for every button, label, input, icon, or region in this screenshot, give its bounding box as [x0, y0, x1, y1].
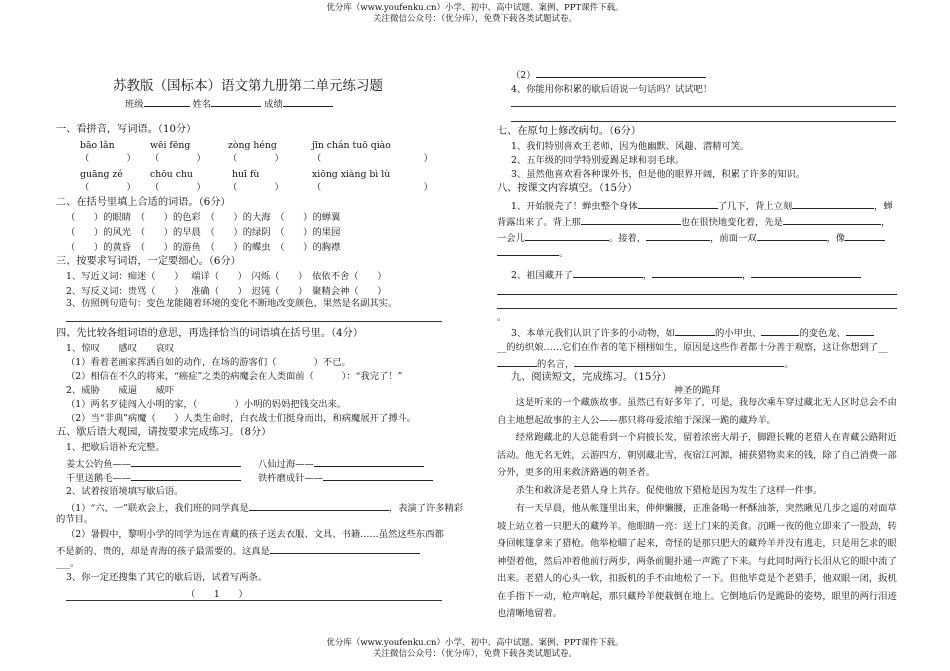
xiehouyu-answer-line[interactable]: [66, 600, 442, 601]
q4-answer-line-2[interactable]: [511, 121, 896, 122]
answer-row-2b[interactable]: （ ）: [150, 182, 206, 193]
class-blank[interactable]: [144, 97, 190, 107]
xiehouyu-q2: （2）暑假中，黎明小学的同学为远在青藏的孩子送去衣服、文具、书籍……虽然这些东西都: [66, 529, 444, 540]
fill-q3-line1[interactable]: 3、本单元我们认识了许多的小动物，如 的小甲虫、 的变色龙、: [511, 326, 874, 340]
section-8-heading: 八、按课文内容填空。（15分）: [497, 183, 638, 194]
word-group-2: 2、威胁 威逼 威吓: [66, 385, 175, 396]
xiehouyu-q1-tail: 的节目。: [56, 514, 94, 525]
answer-row-1b[interactable]: （ ）: [150, 153, 206, 164]
section-5-heading: 五、歇后语大观园，请按要求完成练习。（8分）: [56, 427, 272, 438]
q4-2-2[interactable]: （2）当“非典”病魔（ ）人类生命时，白衣战士们挺身而出，和病魔展开了搏斗。: [66, 413, 417, 424]
sick-sentence-1[interactable]: 1、我们特别喜欢王老师，因为他幽默、风趣、潜精可笑。: [511, 141, 750, 152]
story-title: 神圣的跪拜: [673, 385, 721, 396]
story-para-1: 这是听来的一个藏族故事。虽然已有好多年了，可是，我每次乘车穿过藏北无人区时总会不由自主地想起故事的主人公——那只将母爱浓缩于深深一跪的藏羚羊。: [497, 397, 897, 426]
xiehouyu-answer-1[interactable]: （ 1 ）: [186, 589, 248, 600]
xiehouyu-item-3[interactable]: 千里送鹅毛——: [66, 471, 241, 485]
footer-line-1: 优分库（www.youfenku.cn）小学、初中、高中试题、案例、PPT课件下载。: [326, 638, 624, 648]
word-group-1: 1、惊叹 感叹 哀叹: [66, 343, 175, 354]
fill-row-1[interactable]: （ ）的眼睛 （ ）的色彩 （ ）的大海 （ ）的蝉翼: [66, 212, 341, 223]
fill-q3-line3[interactable]: 的名言， 。: [497, 357, 794, 371]
sick-sentence-2[interactable]: 2、五年级的同学特别爱踢足球和羽毛球。: [511, 155, 685, 166]
sick-sentence-3[interactable]: 3、虽然他喜欢看各种课外书，但是他的眼界开阔，积累了许多的知识。: [511, 169, 806, 180]
q4-1-1[interactable]: （1）看着老画家挥洒自如的动作，在场的游客们（ ）不已。: [66, 357, 351, 368]
sentence-example: 3、仿照例句造句：变色龙能随着环境的变化不断地改变颜色，果然是名副其实。: [66, 298, 398, 309]
footer-line-2: 关注微信公众号：（优分库），免费下载各类试题试卷。: [372, 649, 577, 659]
fill-q2-end: 。: [497, 312, 507, 323]
xiehouyu-q4: 4、你能用你积累的歇后语说一句话吗？试试吧！: [511, 84, 713, 95]
score-label: 成绩: [264, 99, 283, 110]
name-label: 姓名: [192, 99, 212, 110]
xiehouyu-item-2[interactable]: 八仙过海——: [258, 457, 424, 471]
fill-q1-line2[interactable]: 背露出来了。背上那 也在很快地变化着，先是 ，: [497, 217, 891, 228]
fill-q2-line3[interactable]: [497, 308, 897, 309]
pinyin-5: guāng zé: [80, 169, 123, 180]
answer-row-2[interactable]: （ ）: [80, 182, 136, 193]
section-3-heading: 三、按要求写词语，一定要细心。（6分）: [56, 256, 241, 267]
section-2-heading: 二、在括号里填上合适的词语。（6分）: [56, 197, 231, 208]
fill-q2-line1[interactable]: 2、祖国藏开了 ， ，: [511, 268, 861, 282]
section-9-heading: 九、阅读短文，完成练习。（15分）: [511, 372, 672, 383]
page-footer: [0, 638, 950, 660]
story-para-4: 有一天早晨，他从帐篷里出来，伸伸懒腰，正准备喝一杯酥油茶，突然瞅见几步之遥的对面草坡上站立着一只肥大的藏羚羊。他眼睛一亮：送上门来的美食。沉睡一夜的他立即来了一股劲，转身回帐篷拿来了猎枪。他举枪瞄了起来，奇怪的是那只肥大的藏羚羊并没有逃走，只是用乞求的眼神望着他，然后冲着他前行两步，两条前腿扑通一声跪了下来。与此同时两行长泪从它的眼中流了出来。老猎人的心头一软，扣扳机的手不由地松了一下。但他毕竟是个老猎手，他双眼一闭，扳机在手指下一动，枪声响起，那只藏羚羊便栽倒在地上。它倒地后仍是跪卧的姿势，眼里的两行泪迹也清晰地留着。: [497, 503, 897, 619]
fill-q2-line2[interactable]: [497, 285, 897, 299]
section-4-heading: 四、先比较各组词语的意思，再选择恰当的词语填在括号里。（4分）: [56, 328, 364, 339]
q4-answer-line-1[interactable]: [511, 106, 896, 107]
pinyin-7: huī fù: [232, 169, 260, 180]
pinyin-8: xiōng xiàng bì lù: [312, 169, 391, 180]
page-header: [0, 3, 950, 25]
xiehouyu-q2b[interactable]: 不是新的、贵的，却是青海的孩子最需要的。这真是: [56, 544, 420, 558]
fill-row-3[interactable]: （ ）的黄昏 （ ）的游鱼 （ ）的蝶虫 （ ）的胸襟: [66, 242, 341, 253]
xiehouyu-item-4[interactable]: 铁杵磨成针——: [258, 471, 433, 485]
pinyin-3: zòng héng: [228, 140, 277, 151]
xiehouyu-sub-1: 1、把歇后语补充完整。: [66, 442, 165, 453]
answer-row-1[interactable]: （ ）: [80, 153, 136, 164]
section-7-heading: 七、在原句上修改病句。（6分）: [497, 126, 642, 137]
answer-row-2c[interactable]: （ ）: [228, 182, 284, 193]
antonym-line[interactable]: 2、写反义词：贵骂（ ） 准确（ ） 迟钝（ ） 聚精会神（ ）: [66, 286, 387, 297]
pinyin-4: jīn chán tuō qiào: [312, 140, 391, 151]
q4-2-1[interactable]: （1）两名歹徒闯入小明的家，（ ）小明的妈妈把钱交出来。: [66, 399, 347, 410]
info-line: [125, 97, 333, 111]
q4-1-2[interactable]: （2）相信在不久的将来，“癌症”之类的病魔会在人类面前（ ）：“我完了！”: [66, 371, 403, 382]
pinyin-6: chōu chu: [150, 169, 193, 180]
pinyin-2: wēi fēng: [150, 140, 191, 151]
fill-q3-line2[interactable]: __的纺织娘……它们在作者的笔下栩栩如生，原因是这些作者都十分善于观察，这让你想到了__: [497, 342, 888, 353]
synonym-line[interactable]: 1、写近义词：痴迷（ ） 端详（ ） 闪烁（ ） 依依不舍（ ）: [66, 271, 387, 282]
xiehouyu-answer-2[interactable]: （2）: [511, 68, 706, 82]
story-para-2: 经常跑藏北的人总能看到一个肩披长发，留着浓密大胡子，脚蹬长靴的老猎人在青藏公路附近活动。他无名无姓，云游四方，朝别藏北雪，夜宿江河源，捕获猎物卖来的钱，除了自己消费一部分外，更多的用来救济路遇的朝圣者。: [497, 432, 897, 478]
name-blank[interactable]: [211, 97, 261, 107]
answer-row-1d[interactable]: （ ）: [312, 153, 433, 164]
score-blank[interactable]: [283, 97, 333, 107]
xiehouyu-sub-3: 3、你一定还搜集了其它的歇后语，试着写两条。: [66, 572, 268, 583]
class-label: 班级: [125, 99, 144, 110]
fill-row-2[interactable]: （ ）的风光 （ ）的早晨 （ ）的绿阴 （ ）的果园: [66, 227, 341, 238]
pinyin-1: bāo lǎn: [80, 140, 115, 151]
header-line-2: 关注微信公众号：（优分库），免费下载各类试题试卷。: [372, 14, 577, 24]
fill-q1-line1[interactable]: 1、开始脱壳了！蝉虫整个身体 了几下，背上立刻 ，蝉: [511, 201, 893, 212]
answer-row-2d[interactable]: （ ）: [312, 182, 433, 193]
xiehouyu-item-1[interactable]: 姜太公钓鱼——: [66, 457, 241, 471]
section-1-heading: 一、看拼音，写词语。（10分）: [56, 124, 197, 135]
answer-row-1c[interactable]: （ ）: [228, 153, 284, 164]
xiehouyu-q1[interactable]: （1）“六、一”联欢会上，我们班的同学真是 ，表演了许多精彩: [66, 503, 464, 514]
xiehouyu-q2-end: ___。: [56, 558, 80, 569]
fill-q1-line4[interactable]: 。: [497, 246, 568, 260]
page-title: 苏教版（国标本）语文第九册第二单元练习题: [113, 78, 383, 94]
sentence-answer-line[interactable]: [66, 321, 442, 322]
story-para-3: 杀生和救济是老猎人身上共存。促使他放下猎枪是因为发生了这样一件事。: [515, 485, 823, 496]
header-line-1: 优分库（www.youfenku.cn）小学、初中、高中试题、案例、PPT课件下载。: [326, 3, 624, 13]
fill-q1-line3[interactable]: 一会儿 。接着， ，前面一双 ，像: [497, 231, 885, 245]
xiehouyu-sub-2: 2、试着按语境填写歇后语。: [66, 486, 184, 497]
